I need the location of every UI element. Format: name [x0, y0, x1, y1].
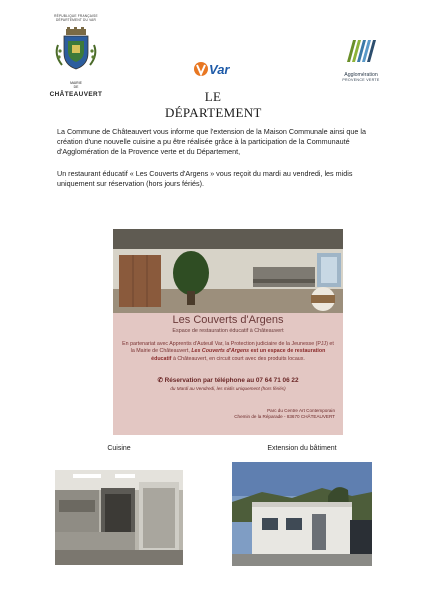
poster-address-1: Parc du Centre Art Contemporain [267, 408, 335, 413]
agglo-stripes-icon [341, 36, 381, 64]
poster-body-1: En partenariat avec Apprentis d'Auteuil Var, la Protection judiciaire de la Jeunesse (PJJ) et la Mairie de Châteauvert, [122, 341, 334, 355]
mairie-departement: DÉPARTEMENT DU VAR [55, 18, 97, 22]
agglo-name: Agglomération [344, 72, 378, 78]
caption-extension: Extension du bâtiment [267, 445, 337, 452]
poster-days: du Mardi au Vendredi, les midis uniquement (hors fériés) [170, 386, 286, 391]
agglo-sub: PROVENCE VERTE [342, 78, 380, 82]
poster-reservation [119, 376, 337, 384]
intro-paragraph: La Commune de Châteauvert vous informe que l'extension de la Maison Communale ainsi que la création d'une nouvelle cuisine a pu être réalisée grâce à la participation de la Communauté d'Agglomération de la Provence verte et du Département, [57, 127, 367, 157]
building-extension-photo [232, 462, 372, 566]
poster-body [121, 341, 335, 363]
restaurant-poster [113, 229, 343, 435]
poster-body-3: à Châteauvert, en circuit court avec des produits locaux. [172, 355, 305, 362]
departement-title: LE DÉPARTEMENT [165, 89, 262, 120]
restaurant-paragraph: Un restaurant éducatif « Les Couverts d'Argens » vous reçoit du mardi au vendredi, les midis uniquement sur réservation (hors jours fériés). [57, 169, 353, 189]
caption-cuisine: Cuisine [107, 445, 131, 452]
mairie-label: MAIRIE [70, 81, 82, 85]
coat-of-arms-icon [52, 25, 100, 73]
poster-address-2: Chemin de la Réparade - 83670 CHÂTEAUVERT [234, 414, 335, 419]
poster-body-em: Les Couverts d'Argens [191, 348, 250, 355]
poster-title: Les Couverts d'Argens [172, 314, 284, 326]
mairie-republique: RÉPUBLIQUE FRANÇAISE [54, 14, 98, 18]
mairie-label-de: DE [73, 85, 79, 89]
poster-body-2: est un espace de restauration éducatif [151, 348, 326, 362]
poster-subtitle: Espace de restauration éducatif à Châteauvert [172, 328, 284, 334]
mairie-logo [40, 14, 112, 98]
agglo-logo [330, 36, 392, 82]
phone-icon: ✆ [157, 377, 165, 384]
mairie-town: CHÂTEAUVERT [49, 91, 103, 98]
kitchen-photo [55, 470, 183, 565]
var-logo-icon [193, 58, 233, 80]
departement-logo [165, 58, 261, 121]
poster-reservation-text: Réservation par téléphone au 07 64 71 06 22 [164, 377, 299, 384]
var-logo-text: Var [209, 62, 230, 77]
restaurant-interior-photo [113, 229, 343, 313]
poster-address [234, 408, 335, 420]
